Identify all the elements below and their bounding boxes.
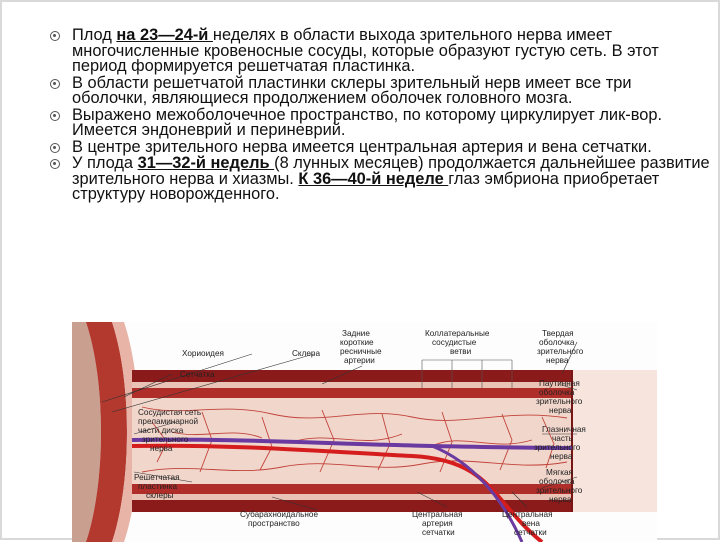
svg-text:короткие: короткие: [340, 338, 374, 347]
svg-text:Субарахноидальное: Субарахноидальное: [240, 510, 319, 519]
label-dura: [537, 329, 584, 365]
nerve-cut-face: [572, 370, 657, 512]
label-retina: Сетчатка: [180, 370, 215, 379]
svg-text:сетчатки: сетчатки: [422, 528, 455, 537]
bullet-list: [50, 28, 710, 204]
svg-text:вена: вена: [522, 519, 540, 528]
bullet-text: 31—32-й недель: [137, 154, 275, 172]
svg-text:нерва: нерва: [549, 495, 572, 504]
label-posterior-arteries: [340, 329, 382, 365]
svg-text:пространство: пространство: [248, 519, 300, 528]
label-central-vein: [502, 510, 553, 537]
svg-text:Центральная: Центральная: [412, 510, 463, 519]
bullet-text: В центре зрительного нерва имеется центральная артерия и вена сетчатки.: [72, 137, 652, 156]
label-subarachnoid: [240, 510, 318, 528]
svg-text:Центральная: Центральная: [502, 510, 553, 519]
svg-text:артерия: артерия: [422, 519, 453, 528]
bullet-text: У плода: [72, 154, 138, 172]
svg-text:сосудистые: сосудистые: [432, 338, 477, 347]
svg-text:зрительного: зрительного: [536, 397, 583, 406]
bullet-item: [50, 105, 710, 139]
svg-text:пластинка: пластинка: [138, 482, 178, 491]
bullet-item: [50, 137, 710, 156]
bullet-text: (8 лунных месяцев) продолжается дальнейшее развитие зрительного нерва и хиазмы.: [72, 154, 710, 188]
bullet-circle-icon: [50, 79, 60, 89]
svg-text:Задние: Задние: [342, 329, 370, 338]
bullet-text: К 36—40-й неделе: [298, 169, 449, 188]
bullet-circle-icon: [50, 143, 60, 153]
bullet-item: [50, 28, 710, 75]
svg-text:нерва: нерва: [549, 406, 572, 415]
optic-nerve-diagram: [72, 322, 657, 542]
svg-text:зрительного: зрительного: [537, 347, 584, 356]
bullet-circle-icon: [50, 159, 60, 169]
svg-text:артерии: артерии: [344, 356, 375, 365]
label-sclera: Склера: [292, 349, 321, 358]
diagram-svg: [72, 322, 657, 542]
svg-text:Решетчатая: Решетчатая: [134, 473, 180, 482]
bullet-text: неделях в области выхода зрительного нерва имеет многочисленные кровеносные сосуды, которые образуют густую сеть. В этот период формируется решетчатая пластинка.: [72, 26, 659, 75]
bullet-circle-icon: [50, 111, 60, 121]
svg-text:Сосудистая сеть: Сосудистая сеть: [138, 408, 202, 417]
svg-text:сетчатки: сетчатки: [514, 528, 547, 537]
svg-text:Мягкая: Мягкая: [546, 468, 573, 477]
bullet-text: Выражено межоболочечное пространство, по которому циркулирует лик-вор. Имеется эндоневрий и периневрий.: [72, 105, 663, 139]
svg-text:ветви: ветви: [450, 347, 472, 356]
svg-text:Твердая: Твердая: [542, 329, 574, 338]
label-collateral: [425, 329, 490, 356]
bullet-text: на 23—24-й: [116, 26, 213, 44]
svg-text:склеры: склеры: [146, 491, 174, 500]
svg-text:Коллатеральные: Коллатеральные: [425, 329, 490, 338]
pia-bottom: [132, 484, 572, 494]
svg-text:ресничные: ресничные: [340, 347, 382, 356]
svg-text:нерва: нерва: [546, 356, 569, 365]
svg-text:зрительного: зрительного: [142, 435, 189, 444]
svg-text:нерва: нерва: [150, 444, 173, 453]
bullet-item: [50, 73, 710, 107]
svg-text:Паутинная: Паутинная: [539, 379, 580, 388]
svg-text:часть: часть: [552, 434, 573, 443]
svg-text:зрительного: зрительного: [536, 486, 583, 495]
bullet-text: глаз эмбриона приобретает структуру новорожденного.: [72, 169, 660, 203]
svg-text:зрительного: зрительного: [534, 443, 581, 452]
bullet-text: Плод: [72, 26, 117, 44]
svg-text:нерва: нерва: [550, 452, 573, 461]
svg-text:оболочка: оболочка: [539, 388, 575, 397]
label-choroid: Хориоидея: [182, 349, 224, 358]
arachnoid-bottom: [132, 494, 572, 500]
label-central-artery: [412, 510, 463, 537]
svg-text:преламинарной: преламинарной: [138, 417, 199, 426]
bullet-text: В области решетчатой пластинки склеры зрительный нерв имеет все три оболочки, являющиеся продолжением оболочек головного мозга.: [72, 73, 632, 107]
bullet-circle-icon: [50, 31, 60, 41]
bullet-item: [50, 156, 710, 203]
svg-text:части диска: части диска: [138, 426, 184, 435]
svg-text:оболочка: оболочка: [539, 338, 575, 347]
svg-text:оболочка: оболочка: [539, 477, 575, 486]
svg-text:Глазничная: Глазничная: [542, 425, 586, 434]
pia-top: [132, 388, 572, 398]
